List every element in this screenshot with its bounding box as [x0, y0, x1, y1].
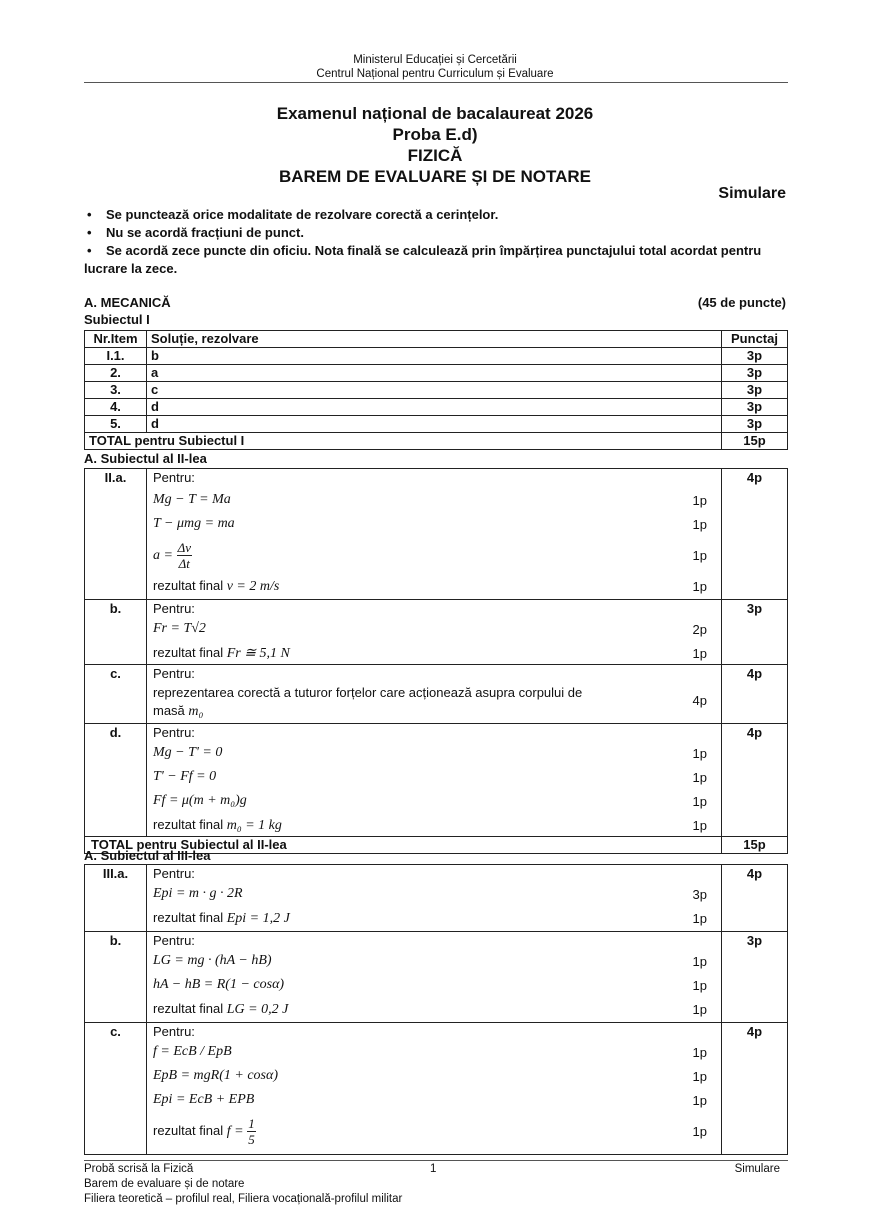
- fraction: [177, 540, 192, 571]
- criterion-line: masă: [153, 703, 185, 718]
- formula-points: 1p: [692, 818, 707, 833]
- formula-points: 1p: [692, 517, 707, 532]
- formula-points: 1p: [692, 1069, 707, 1084]
- formula-points: 1p: [692, 911, 707, 926]
- exam-title: Examenul național de bacalaureat 2026: [276, 104, 594, 123]
- formula-points: 4p: [692, 693, 707, 708]
- formula-points: 1p: [692, 978, 707, 993]
- title-block: [0, 103, 870, 187]
- formula-points: 1p: [692, 1045, 707, 1060]
- formula-lhs: a =: [153, 547, 173, 563]
- final-result-label: rezultat final: [153, 910, 224, 925]
- total-label: TOTAL pentru Subiectul I: [85, 433, 722, 450]
- formula-points: 2p: [692, 622, 707, 637]
- formula-points: 1p: [692, 794, 707, 809]
- formula: T' − Ff = 0: [153, 769, 217, 784]
- exam-barem-title: BAREM DE EVALUARE ȘI DE NOTARE: [278, 167, 591, 186]
- footer-divider: [84, 1160, 788, 1161]
- solution-cell: [147, 469, 722, 600]
- item-points: 3p: [722, 365, 788, 382]
- final-result-label: rezultat final: [153, 817, 224, 832]
- formula-points: 1p: [692, 646, 707, 661]
- item-row-c: [85, 665, 788, 724]
- table-row: [85, 416, 788, 433]
- header-cell: Nr.Item: [85, 331, 147, 348]
- item-row-b: [85, 600, 788, 665]
- solution-cell: [147, 724, 722, 837]
- pentru-label: Pentru:: [153, 725, 195, 740]
- subject-3-title: A. Subiectul al III-lea: [84, 848, 211, 863]
- simulare-label: Simulare: [718, 185, 786, 202]
- item-answer: d: [147, 399, 722, 416]
- footer-simulare: Simulare: [734, 1163, 780, 1175]
- table-row: [85, 348, 788, 365]
- fraction-denominator: 5: [248, 1132, 255, 1147]
- solution-cell: [147, 600, 722, 665]
- footer-exam: Probă scrisă la Fizică: [84, 1163, 194, 1175]
- fraction-numerator: Δv: [177, 540, 191, 555]
- item-points: 3p: [722, 399, 788, 416]
- formula: m₀ = 1 kg: [226, 818, 282, 833]
- formula: T − μmg = ma: [153, 516, 235, 531]
- final-result-label: rezultat final: [153, 1001, 224, 1016]
- table-row: [85, 365, 788, 382]
- item-points: 4p: [722, 724, 788, 837]
- formula: hA − hB = R(1 − cosα): [153, 977, 285, 992]
- rule-item: • Se punctează orice modalitate de rezolvare corectă a cerințelor.: [84, 206, 788, 224]
- subject-2-table: [84, 468, 788, 854]
- rule-item: • Nu se acordă fracțiuni de punct.: [84, 224, 788, 242]
- exam-probe: Proba E.d): [392, 125, 478, 144]
- center-name: Centrul Național pentru Curriculum și Evaluare: [316, 68, 554, 80]
- total-row: [85, 433, 788, 450]
- item-number: 5.: [85, 416, 147, 433]
- item-number: 3.: [85, 382, 147, 399]
- item-number: 2.: [85, 365, 147, 382]
- subject-2-title: A. Subiectul al II-lea: [84, 451, 207, 466]
- subject-1-title: Subiectul I: [84, 312, 150, 327]
- formula: Epi = EcB + EPB: [153, 1092, 255, 1107]
- criterion-line: reprezentarea corectă a tuturor forțelor care acționează asupra corpului de: [153, 685, 583, 700]
- header-divider: [84, 82, 788, 83]
- item-number: c.: [85, 1023, 147, 1155]
- item-points: 3p: [722, 932, 788, 1023]
- table-row: [85, 399, 788, 416]
- formula: LG = mg · (hA − hB): [153, 953, 272, 968]
- item-points: 3p: [722, 600, 788, 665]
- table-row: [85, 382, 788, 399]
- final-result: [153, 817, 282, 834]
- item-number: 4.: [85, 399, 147, 416]
- pentru-label: Pentru:: [153, 933, 195, 948]
- item-answer: a: [147, 365, 722, 382]
- pentru-label: Pentru:: [153, 1024, 195, 1039]
- formula-points: 1p: [692, 1124, 707, 1139]
- criterion-text: [153, 684, 673, 721]
- item-number: II.a.: [85, 469, 147, 600]
- formula: Epi = 1,2 J: [226, 911, 290, 926]
- formula: Epi = m · g · 2R: [153, 886, 243, 901]
- formula-points: 3p: [692, 887, 707, 902]
- solution-cell: [147, 865, 722, 932]
- rule-item: • Se acordă zece puncte din oficiu. Nota finală se calculează prin împărțirea punctajului total acordat pentru lucrare la zece.: [84, 242, 788, 278]
- header-cell: Soluție, rezolvare: [147, 331, 722, 348]
- total-points: 15p: [722, 837, 788, 854]
- item-number: b.: [85, 600, 147, 665]
- section-points: (45 de puncte): [697, 295, 786, 310]
- formula: Fr = T√2: [153, 621, 206, 636]
- final-result-label: rezultat final: [153, 1122, 224, 1138]
- footer-line-3: Filiera teoretică – profilul real, Filiera vocațională-profilul militar: [84, 1193, 403, 1205]
- item-row-d: [85, 724, 788, 837]
- item-answer: c: [147, 382, 722, 399]
- item-number: b.: [85, 932, 147, 1023]
- formula-points: 1p: [692, 746, 707, 761]
- item-row-a: [85, 469, 788, 600]
- final-result-label: rezultat final: [153, 645, 224, 660]
- formula-points: 1p: [692, 579, 707, 594]
- formula-points: 1p: [692, 770, 707, 785]
- item-points: 3p: [722, 382, 788, 399]
- final-result: [153, 645, 290, 662]
- item-answer: d: [147, 416, 722, 433]
- item-points: 4p: [722, 1023, 788, 1155]
- pentru-label: Pentru:: [153, 601, 195, 616]
- item-points: 4p: [722, 865, 788, 932]
- final-result: [153, 578, 279, 595]
- header-cell: Punctaj: [722, 331, 788, 348]
- final-result-label: rezultat final: [153, 578, 224, 593]
- formula: Fr ≅ 5,1 N: [226, 646, 290, 661]
- formula: m₀: [188, 704, 204, 719]
- solution-cell: [147, 1023, 722, 1155]
- formula-points: 1p: [692, 493, 707, 508]
- solution-cell: [147, 932, 722, 1023]
- formula: f = EcB / EpB: [153, 1044, 232, 1059]
- subject-1-table: [84, 330, 788, 450]
- fraction-numerator: 1: [248, 1116, 255, 1131]
- solution-cell: [147, 665, 722, 724]
- pentru-label: Pentru:: [153, 866, 195, 881]
- fraction: [247, 1116, 256, 1147]
- final-result: [153, 910, 290, 927]
- formula-points: 1p: [692, 1093, 707, 1108]
- final-result: [153, 1001, 288, 1018]
- item-row-c: [85, 1023, 788, 1155]
- formula-lhs: f =: [226, 1123, 244, 1139]
- formula: EpB = mgR(1 + cosα): [153, 1068, 278, 1083]
- ministry-name: Ministerul Educației și Cercetării: [353, 54, 517, 66]
- table-header-row: [85, 331, 788, 348]
- fraction-denominator: Δt: [178, 556, 190, 571]
- item-points: 4p: [722, 665, 788, 724]
- formula: Mg − T = Ma: [153, 492, 231, 507]
- footer-line-2: Barem de evaluare și de notare: [84, 1178, 245, 1190]
- grading-rules: [84, 206, 788, 278]
- page-number: 1: [430, 1163, 437, 1175]
- formula-points: 1p: [692, 1002, 707, 1017]
- item-points: 3p: [722, 416, 788, 433]
- pentru-label: Pentru:: [153, 666, 195, 681]
- item-answer: b: [147, 348, 722, 365]
- exam-subject: FIZICĂ: [407, 146, 463, 165]
- item-row-b: [85, 932, 788, 1023]
- footer-line-1: [84, 1162, 788, 1176]
- pentru-label: Pentru:: [153, 470, 195, 485]
- final-result: [153, 1116, 256, 1147]
- formula: [153, 540, 192, 571]
- subject-3-table: [84, 864, 788, 1155]
- formula-points: 1p: [692, 548, 707, 563]
- section-title: A. MECANICĂ: [84, 295, 171, 310]
- item-points: 4p: [722, 469, 788, 600]
- formula-points: 1p: [692, 954, 707, 969]
- formula: Mg − T' = 0: [153, 745, 223, 760]
- item-number: c.: [85, 665, 147, 724]
- formula: LG = 0,2 J: [226, 1002, 289, 1017]
- total-points: 15p: [722, 433, 788, 450]
- item-number: III.a.: [85, 865, 147, 932]
- item-row-a: [85, 865, 788, 932]
- item-number: I.1.: [85, 348, 147, 365]
- formula: Ff = μ(m + m₀)g: [153, 793, 247, 808]
- item-points: 3p: [722, 348, 788, 365]
- item-number: d.: [85, 724, 147, 837]
- total-label: TOTAL pentru Subiectul al II-lea: [85, 837, 722, 854]
- formula: v = 2 m/s: [226, 579, 280, 594]
